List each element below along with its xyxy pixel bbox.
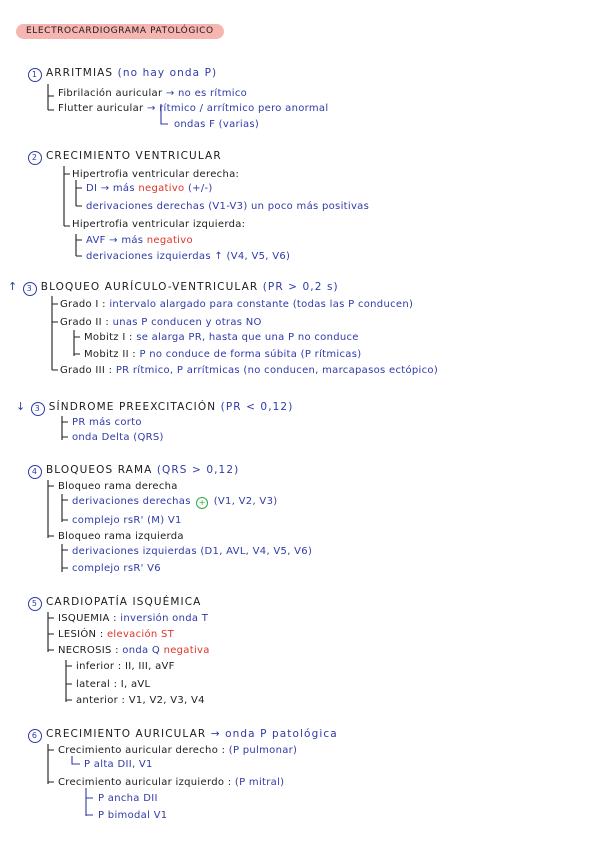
item-text: I, aVL	[120, 679, 151, 690]
item-text: derivaciones izquierdas (D1, AVL, V4, V5, V6)	[72, 546, 313, 557]
list-item	[60, 298, 413, 311]
item-highlight: negativo	[138, 183, 185, 194]
section-title: CRECIMIENTO AURICULAR	[46, 728, 207, 740]
list-item	[72, 218, 245, 231]
section-5-heading	[28, 596, 201, 611]
item-highlight: negativo	[146, 235, 193, 246]
item-label: LESIÓN :	[58, 629, 104, 640]
item-text: Flutter auricular	[58, 103, 144, 114]
list-item	[72, 562, 161, 575]
item-label: Grado I :	[60, 299, 106, 310]
list-item	[84, 348, 361, 361]
arrow-icon: →	[146, 103, 156, 114]
item-label: Mobitz II :	[84, 349, 136, 360]
item-text: AVF → más	[86, 235, 144, 246]
item-text: intervalo alargado para constante (todas las P conducen)	[109, 299, 414, 310]
item-text: PR más corto	[72, 417, 142, 428]
section-number: 4	[28, 465, 42, 479]
section-number: 1	[28, 68, 42, 82]
list-item	[72, 545, 312, 558]
page-title: ELECTROCARDIOGRAMA PATOLÓGICO	[16, 24, 224, 39]
list-item	[60, 364, 438, 377]
section-number: 2	[28, 151, 42, 165]
section-note: (PR > 0,2 s)	[262, 281, 339, 293]
item-note: (V1, V2, V3)	[213, 496, 278, 507]
section-title: ARRITMIAS	[46, 67, 114, 79]
list-item	[72, 431, 164, 444]
item-text: ondas F (varias)	[174, 119, 260, 130]
item-text: P ancha DII	[98, 793, 158, 804]
item-note: (+/-)	[187, 183, 213, 194]
item-text: Crecimiento auricular derecho :	[58, 745, 226, 756]
item-text: DI → más	[86, 183, 135, 194]
item-text: Crecimiento auricular izquierdo :	[58, 777, 232, 788]
item-text: unas P conducen y otras NO	[112, 317, 262, 328]
item-note: rítmico / arrítmico pero anormal	[159, 103, 329, 114]
list-item	[86, 250, 290, 263]
list-item	[76, 694, 205, 707]
section-1-heading	[28, 67, 217, 82]
section-number: 5	[28, 597, 42, 611]
section-number: 3	[31, 402, 45, 416]
item-note: no es rítmico	[178, 88, 248, 99]
item-text: elevación ST	[106, 629, 175, 640]
list-item	[76, 660, 175, 673]
item-text: V1, V2, V3, V4	[128, 695, 205, 706]
list-item	[86, 200, 369, 213]
list-item	[76, 678, 150, 691]
section-4-heading	[28, 464, 239, 479]
item-label: Grado III :	[60, 365, 113, 376]
section-note: (QRS > 0,12)	[156, 464, 240, 476]
list-item	[72, 168, 239, 181]
list-item	[58, 744, 297, 757]
list-item	[58, 87, 247, 100]
item-label: lateral :	[76, 679, 118, 690]
section-3-heading	[8, 280, 339, 296]
section-title: BLOQUEO AURÍCULO-VENTRICULAR	[40, 281, 259, 293]
list-item	[58, 644, 210, 657]
item-text: P bimodal V1	[98, 810, 168, 821]
list-item	[58, 776, 284, 789]
item-label: NECROSIS :	[58, 645, 119, 656]
item-text: Bloqueo rama izquierda	[58, 531, 184, 542]
list-item	[72, 416, 142, 429]
item-label: Mobitz I :	[84, 332, 133, 343]
item-label: Grado II :	[60, 317, 110, 328]
item-text: se alarga PR, hasta que una P no conduce	[136, 332, 359, 343]
list-item	[58, 628, 174, 641]
list-item	[58, 102, 328, 115]
item-label: anterior :	[76, 695, 126, 706]
arrow-icon: →	[165, 88, 175, 99]
section-title: CRECIMIENTO VENTRICULAR	[46, 150, 222, 162]
item-text: II, III, aVF	[124, 661, 175, 672]
item-text: derivaciones izquierdas ↑ (V4, V5, V6)	[86, 251, 291, 262]
list-item	[72, 514, 182, 527]
section-note: (no hay onda P)	[117, 67, 218, 79]
item-text: PR rítmico, P arrítmicas (no conducen, marcapasos ectópico)	[115, 365, 439, 376]
plus-icon: +	[196, 497, 208, 509]
section-3b-heading	[16, 400, 293, 416]
list-item	[174, 118, 259, 131]
list-item	[60, 316, 262, 329]
item-note: (P mitral)	[234, 777, 285, 788]
section-2-heading	[28, 150, 222, 165]
section-note: (PR < 0,12)	[220, 401, 294, 413]
section-number: 3	[23, 282, 37, 296]
list-item	[86, 182, 213, 195]
item-text: derivaciones derechas	[72, 496, 191, 507]
list-item	[58, 480, 178, 493]
item-text: onda Q	[122, 645, 161, 656]
section-title: CARDIOPATÍA ISQUÉMICA	[46, 596, 202, 608]
item-text: complejo rsR' V6	[72, 563, 161, 574]
list-item	[58, 612, 208, 625]
item-text: Hipertrofia ventricular derecha:	[72, 169, 240, 180]
item-note: (P pulmonar)	[228, 745, 298, 756]
item-highlight: negativa	[163, 645, 210, 656]
item-text: complejo rsR' (M) V1	[72, 515, 182, 526]
section-title: BLOQUEOS RAMA	[46, 464, 153, 476]
arrow-down-icon: ↓	[16, 400, 27, 413]
list-item	[98, 809, 167, 822]
item-text: Bloqueo rama derecha	[58, 481, 178, 492]
item-text: Fibrilación auricular	[58, 88, 163, 99]
item-text: derivaciones derechas (V1-V3) un poco más positivas	[86, 201, 370, 212]
list-item	[86, 234, 193, 247]
item-text: inversión onda T	[120, 613, 209, 624]
section-6-heading	[28, 728, 338, 743]
item-label: inferior :	[76, 661, 122, 672]
list-item	[72, 495, 277, 509]
section-title: SÍNDROME PREEXCITACIÓN	[48, 401, 217, 413]
section-number: 6	[28, 729, 42, 743]
list-item	[58, 530, 184, 543]
list-item	[84, 758, 153, 771]
item-text: Hipertrofia ventricular izquierda:	[72, 219, 246, 230]
item-label: ISQUEMIA :	[58, 613, 117, 624]
item-text: onda Delta (QRS)	[72, 432, 164, 443]
arrow-up-icon: ↑	[8, 280, 19, 293]
list-item	[98, 792, 158, 805]
item-text: P no conduce de forma súbita (P rítmicas)	[139, 349, 362, 360]
item-text: P alta DII, V1	[84, 759, 153, 770]
section-note: → onda P patológica	[210, 728, 338, 740]
list-item	[84, 331, 359, 344]
